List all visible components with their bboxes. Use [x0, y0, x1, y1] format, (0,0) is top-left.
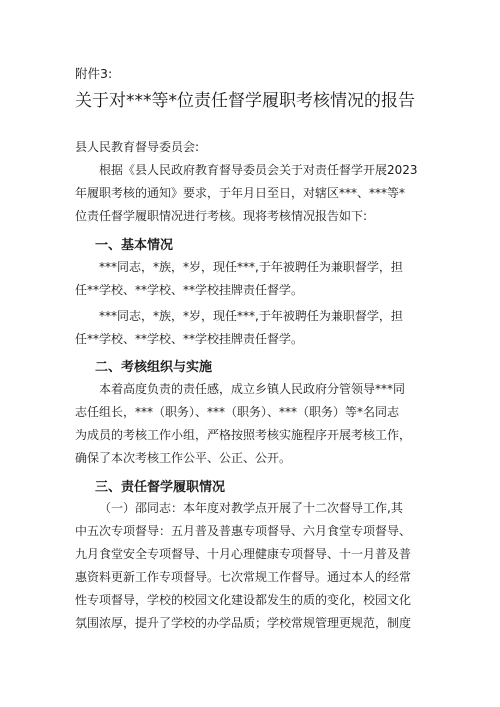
report-title: 关于对***等*位责任督学履职考核情况的报告 [75, 91, 415, 111]
section3-line: 惠资料更新工作专项督导。七次常规工作督导。通过本人的经常 [75, 570, 412, 584]
addressee [75, 136, 425, 159]
section3-line: 九月食堂安全专项督导、十月心理健康专项督导、十一月普及普 [75, 547, 412, 561]
section1-heading: 一、基本情况 [95, 238, 174, 253]
section3-line: 中五次专项督导：五月普及普惠专项督导、六月食堂专项督导、 [75, 524, 412, 538]
intro-line: 根据《县人民政府教育督导委员会关于对责任督学开展2023 [99, 163, 418, 177]
intro-paragraph [75, 159, 425, 228]
section1-paragraph-2 [75, 305, 425, 351]
section2-line: 确保了本次考核工作公平、公正、公开。 [75, 451, 292, 465]
section3-line: 性专项督导，学校的校园文化建设都发生的质的变化，校园文化 [75, 593, 412, 607]
attachment-label: 附件3: [75, 66, 113, 81]
section2-line: 本着高度负责的责任感，成立乡镇人民政府分管领导***同 [99, 382, 406, 396]
section3-line: （一）邵同志：本年度对教学点开展了十二次督导工作,其 [99, 501, 403, 515]
section1-line: 任**学校、**学校、**学校挂牌责任督学。 [75, 332, 304, 346]
section3-line: 氛围浓厚，提升了学校的办学品质；学校常规管理更规范，制度 [75, 616, 412, 630]
section1-line: ***同志，*族，*岁，现任***,于年被聘任为兼职督学，担 [99, 260, 403, 274]
section3-heading: 三、责任督学履职情况 [95, 480, 226, 495]
section2-paragraph [75, 378, 425, 470]
section1-line: 任**学校、**学校、**学校挂牌责任督学。 [75, 283, 304, 297]
section2-heading: 二、考核组织与实施 [95, 360, 213, 375]
addressee-text: 县人民教育督导委员会: [75, 140, 200, 154]
section2-line: 为成员的考核工作小组，严格按照考核实施程序开展考核工作， [75, 428, 412, 442]
intro-line: 年履职考核的通知》要求，于年月日至日，对辖区***、***等* [75, 186, 406, 200]
section2-line: 志任组长，***（职务）、***（职务）、***（职务）等*名同志 [75, 405, 400, 419]
section3-paragraph [75, 497, 425, 635]
intro-line: 位责任督学履职情况进行考核。现将考核情况报告如下: [75, 209, 368, 223]
section1-line: ***同志，*族，*岁，现任***,于年被聘任为兼职督学，担 [99, 309, 403, 323]
section1-paragraph-1 [75, 256, 425, 302]
